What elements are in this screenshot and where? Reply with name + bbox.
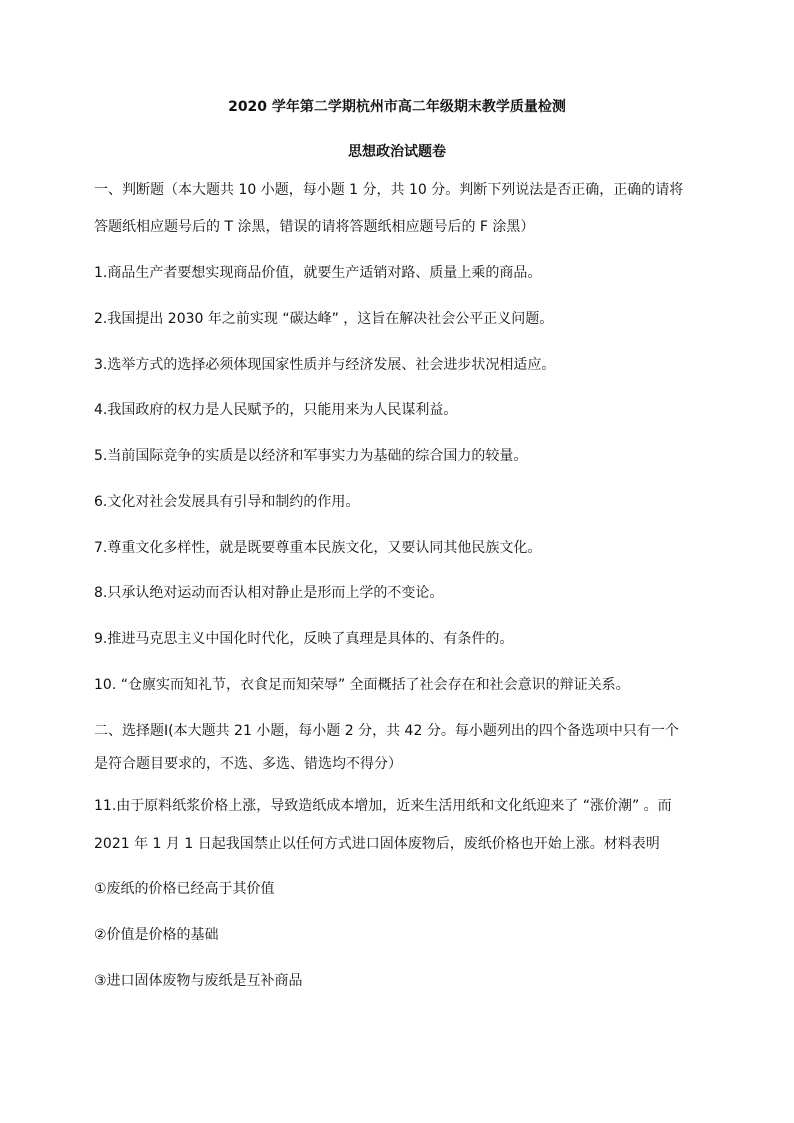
question-item: 3.选举方式的选择必须体现国家性质并与经济发展、社会进步状况相适应。 [94,357,556,373]
question-11-option: ②价值是价格的基础 [94,927,219,943]
question-item: 7.尊重文化多样性，就是既要尊重本民族文化，又要认同其他民族文化。 [94,540,542,556]
question-11-option: ①废纸的价格已经高于其价值 [94,881,275,897]
question-11-stem-line2: 2021 年 1 月 1 日起我国禁止以任何方式进口固体废物后，废纸价格也开始上涨。材料表明 [94,836,660,852]
question-item: 6.文化对社会发展具有引导和制约的作用。 [94,494,360,510]
question-item: 1.商品生产者要想实现商品价值，就要生产适销对路、质量上乘的商品。 [94,265,542,281]
question-item: 8.只承认绝对运动而否认相对静止是形而上学的不变论。 [94,585,444,601]
section1-heading-line2: 答题纸相应题号后的 T 涂黑，错误的请将答题纸相应题号后的 F 涂黑） [94,219,535,235]
question-item: 2.我国提出 2030 年之前实现 “碳达峰” ，这旨在解决社会公平正义问题。 [94,311,554,327]
question-item: 10. “仓廪实而知礼节，衣食足而知荣辱” 全面概括了社会存在和社会意识的辩证关系。 [94,677,630,693]
section2-heading-line1: 二、选择题Ⅰ(本大题共 21 小题，每小题 2 分，共 42 分。每小题列出的四个备选项中只有一个 [94,723,679,739]
question-11-stem-line1: 11.由于原料纸浆价格上涨，导致造纸成本增加，近来生活用纸和文化纸迎来了 “涨价潮” 。而 [94,798,672,814]
question-item: 4.我国政府的权力是人民赋予的，只能用来为人民谋利益。 [94,402,458,418]
question-11-option: ③进口固体废物与废纸是互补商品 [94,973,303,989]
document-subtitle: 思想政治试题卷 [348,144,446,160]
section2-heading-line2: 是符合题目要求的，不选、多选、错选均不得分） [94,756,402,772]
document-title: 2020 学年第二学期杭州市高二年级期末教学质量检测 [228,99,566,115]
section1-heading-line1: 一、判断题（本大题共 10 小题，每小题 1 分，共 10 分。判断下列说法是否正确，正确的请将 [94,182,684,198]
question-item: 9.推进马克思主义中国化时代化，反映了真理是具体的、有条件的。 [94,631,514,647]
question-item: 5.当前国际竞争的实质是以经济和军事实力为基础的综合国力的较量。 [94,448,528,464]
